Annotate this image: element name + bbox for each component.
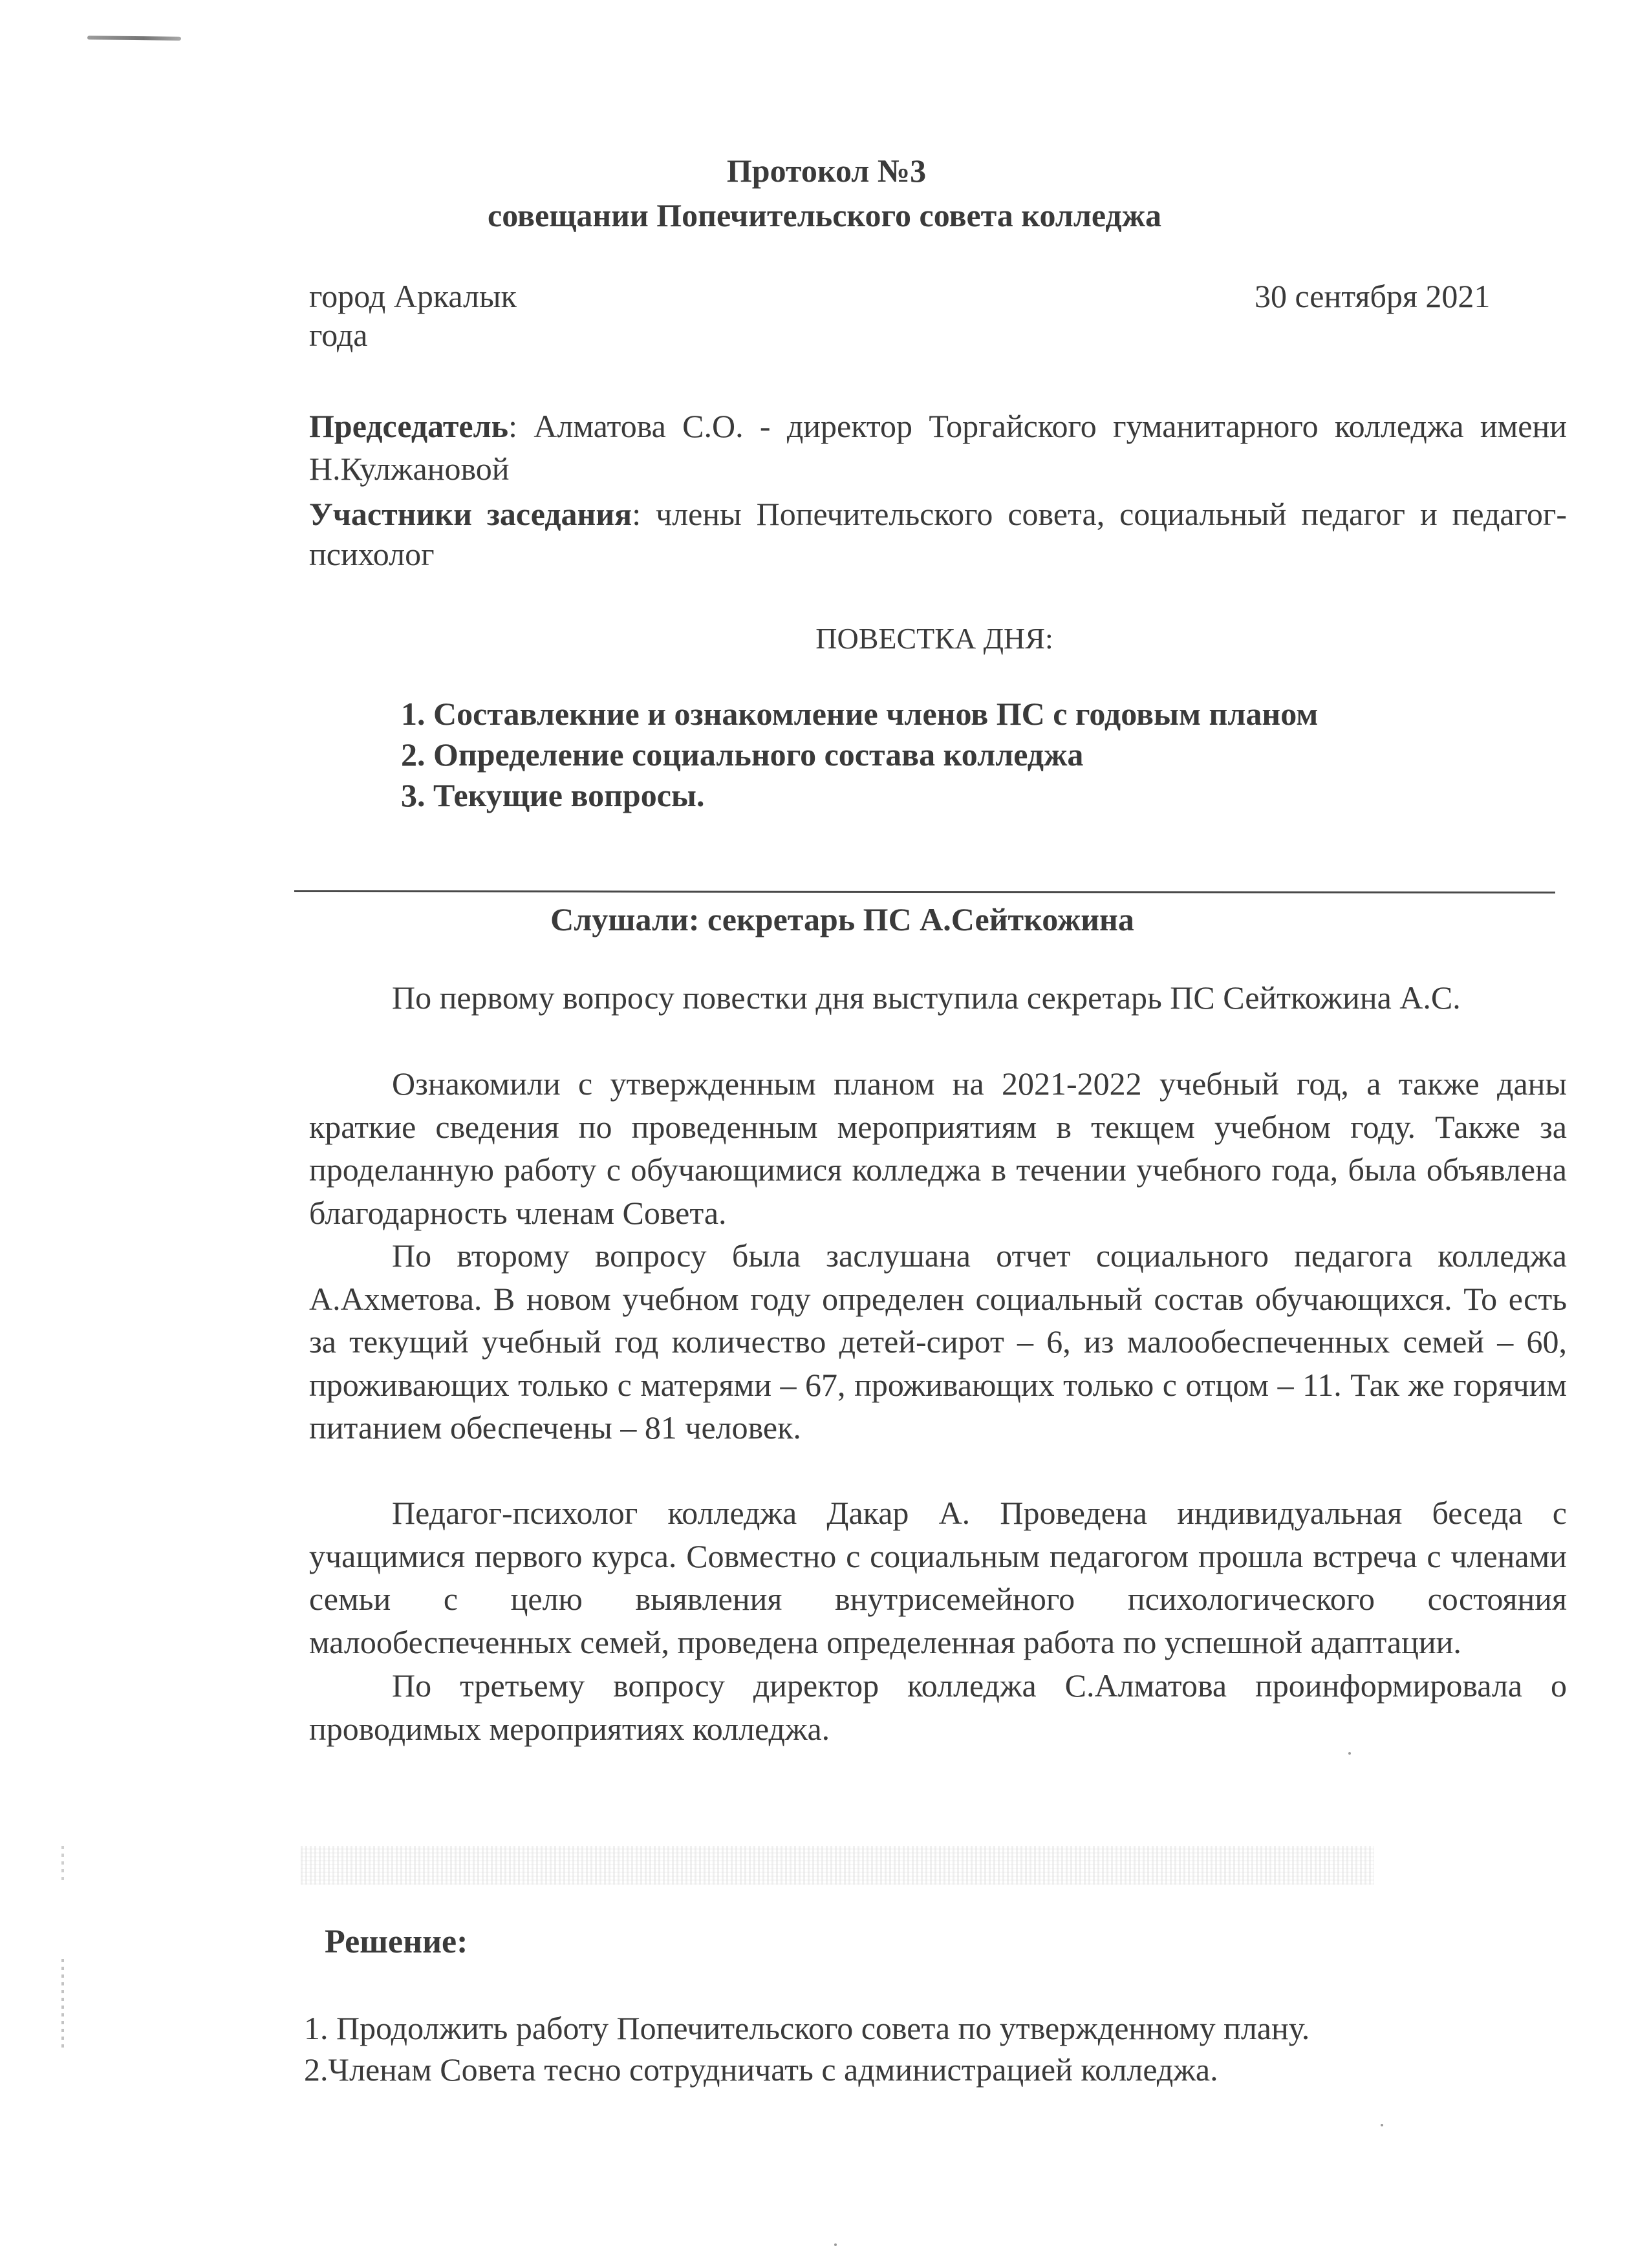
heard-heading-text: Слушали: секретарь ПС А.Сейткожина: [550, 901, 1134, 937]
pen-mark: [87, 36, 181, 41]
body-paragraph-text: По второму вопросу была заслушана отчет социального педагога колледжа А.Ахметова. В новом учебном году определен социальный состав обучающихся. То есть за текущий учебный год количество детей-сирот – 6, из малообеспеченных семей – 60, проживающих только с матерями – 67, проживающих только с отцом – 11. Так же горячим питанием обеспечены – 81 человек.: [309, 1237, 1567, 1446]
document-title-text: Протокол №3: [726, 153, 927, 189]
body-paragraph-text: По первому вопросу повестки дня выступила секретарь ПС Сейткожина А.С.: [392, 979, 1461, 1016]
participants-text: : члены Попечительского совета, социальный педагог и педагог-психолог: [309, 496, 1567, 572]
participants-paragraph: [309, 494, 1567, 574]
scan-speck: [1348, 1752, 1351, 1755]
body-paragraph-text: Ознакомили с утвержденным планом на 2021-2022 учебный год, а также даны краткие сведения по проведенным мероприятиям в текщем учебном году. Также за проделанную работу с обучающимися колледжа в течении учебного года, была объявлена благодарность членам Совета.: [309, 1065, 1567, 1231]
agenda-item: 3. Текущие вопросы.: [401, 777, 705, 813]
body-paragraph: [309, 1234, 1567, 1450]
body-paragraph-text: По третьему вопросу директор колледжа С.Алматова проинформировала о проводимых мероприятиях колледжа.: [309, 1667, 1567, 1747]
decision-title: Решение:: [325, 1923, 468, 1960]
scan-speck: [834, 2243, 837, 2246]
agenda-title-text: ПОВЕСТКА ДНЯ:: [815, 622, 1053, 655]
faded-scan-artifact: [301, 1846, 1374, 1885]
section-divider: [294, 890, 1555, 893]
document-title: [0, 151, 1649, 190]
city-year-suffix: года: [309, 317, 368, 353]
body-paragraph: [309, 976, 1567, 1020]
decisions-list: [304, 2007, 1310, 2090]
document-subtitle: [0, 196, 1649, 235]
participants-label: Участники заседания: [309, 496, 632, 532]
body-paragraph: [309, 1664, 1567, 1750]
decision-item: 1. Продолжить работу Попечительского совета по утвержденному плану.: [304, 2010, 1310, 2046]
agenda-item: 2. Определение социального состава колледжа: [401, 736, 1084, 773]
agenda-list: [401, 694, 1318, 816]
decision-item: 2.Членам Совета тесно сотрудничать с администрацией колледжа.: [304, 2051, 1218, 2088]
agenda-item: 1. Составлекние и ознакомление членов ПС с годовым планом: [401, 696, 1319, 732]
scan-edge-artifact: [61, 1846, 64, 1885]
city-label: город Аркалык: [309, 278, 517, 314]
scan-edge-artifact: [61, 1959, 64, 2049]
body-paragraph: [309, 1492, 1567, 1664]
heard-heading: [0, 900, 1649, 939]
meeting-date: 30 сентября 2021: [1255, 278, 1491, 314]
body-paragraph: [309, 1062, 1567, 1234]
chair-text: : Алматова С.О. - директор Торгайского гуманитарного колледжа имени Н.Кулжановой: [309, 408, 1567, 487]
agenda-title: [0, 621, 1649, 657]
body-paragraph-text: Педагог-психолог колледжа Дакар А. Проведена индивидуальная беседа с учащимися первого курса. Совместно с социальным педагогом прошла встреча с членами семьи с целю выявления внутрисемейного психологического состояния малообеспеченных семей, проведена определенная работа по успешной адаптации.: [309, 1495, 1567, 1660]
document-subtitle-text: совещании Попечительского совета колледжа: [488, 197, 1161, 233]
scan-speck: [1381, 2124, 1383, 2126]
chair-paragraph: [309, 405, 1567, 490]
chair-label: Председатель: [309, 408, 509, 444]
